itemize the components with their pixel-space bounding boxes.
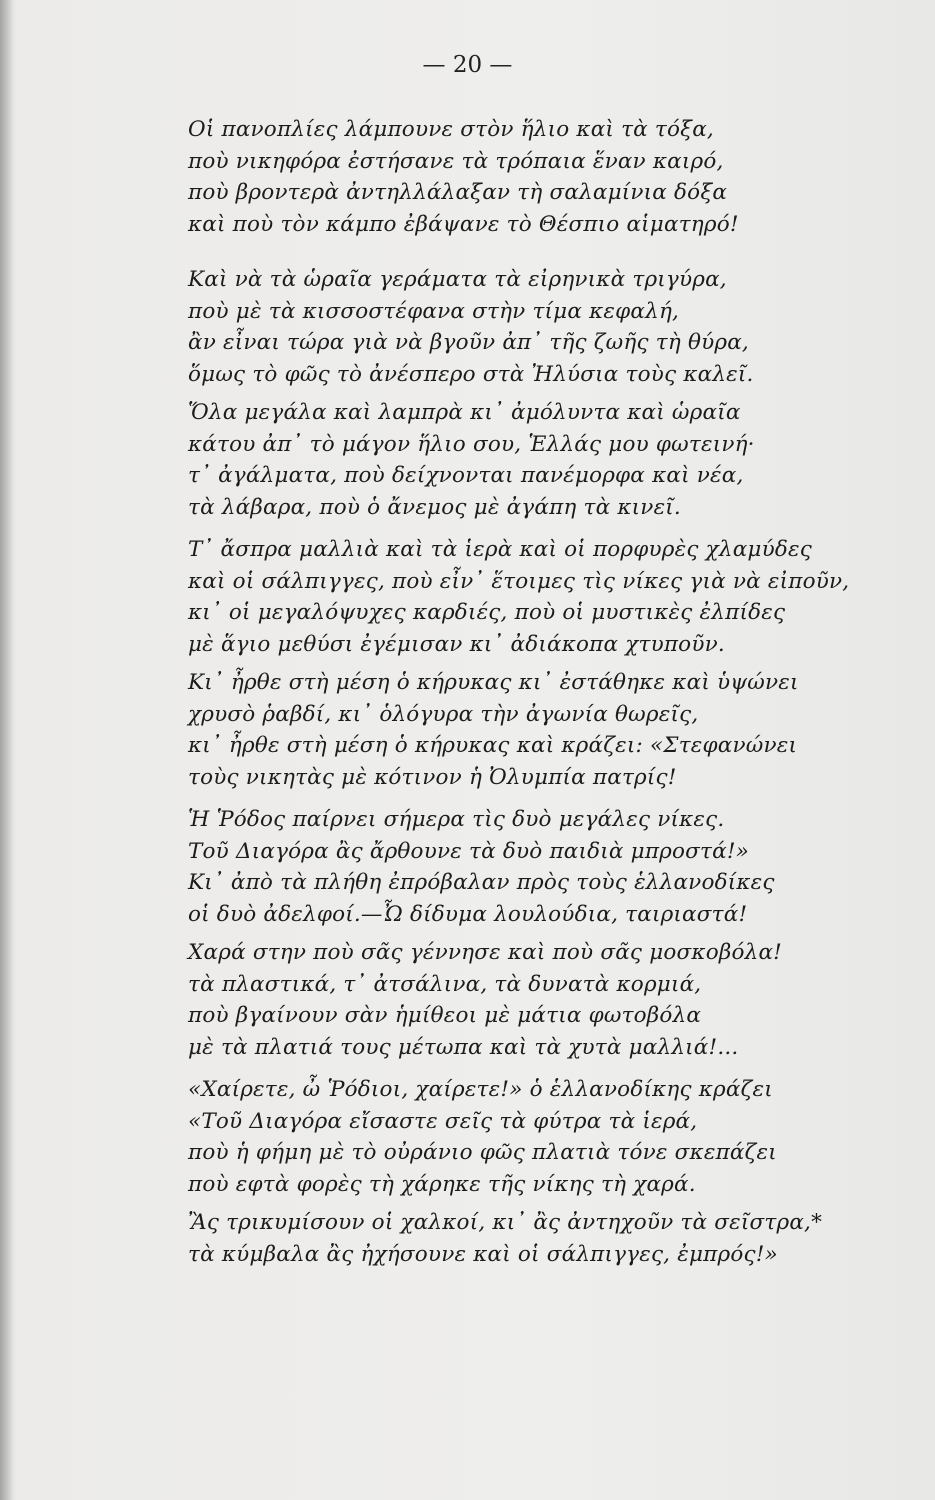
poem-line: Τ᾿ ἄσπρα μαλλιὰ καὶ τὰ ἱερὰ καὶ οἱ πορφυρὲς χλαμύδες: [188, 537, 812, 562]
poem-line: καὶ ποὺ τὸν κάμπο ἐβάψανε τὸ Θέσπιο αἱματηρό!: [188, 211, 739, 237]
stanza-3: [188, 397, 908, 523]
poem-line: μὲ ἅγιο μεθύσι ἐγέμισαν κι᾿ ἀδιάκοπα χτυποῦν.: [188, 631, 725, 657]
stanza-5: [188, 667, 908, 793]
poem-line: χρυσὸ ῥαβδί, κι᾿ ὁλόγυρα τὴν ἀγωνία θωρεῖς,: [188, 701, 699, 727]
poem-line: τὰ πλαστικά, τ᾿ ἀτσάλινα, τὰ δυνατὰ κορμιά,: [188, 971, 702, 997]
poem-line: ἂν εἶναι τώρα γιὰ νὰ βγοῦν ἀπ᾿ τῆς ζωῆς τὴ θύρα,: [188, 330, 749, 355]
poem-line: Ἂς τρικυμίσουν οἱ χαλκοί, κι᾿ ἂς ἀντηχοῦν τὰ σεῖστρα,*: [188, 1210, 823, 1235]
stanza-6: [188, 804, 908, 930]
poem-line: κι᾿ ἦρθε στὴ μέση ὁ κήρυκας καὶ κράζει: «Στεφανώνει: [188, 733, 798, 758]
poem-line: κάτου ἀπ᾿ τὸ μάγον ἥλιο σου, Ἑλλάς μου φωτεινή·: [188, 431, 755, 457]
poem-line: τ᾿ ἀγάλματα, ποὺ δείχνονται πανέμορφα καὶ νέα,: [188, 463, 744, 488]
poem-line: ποὺ βροντερὰ ἀντηλλάλαξαν τὴ σαλαμίνια δόξα: [188, 180, 728, 205]
poem-line: ποὺ νικηφόρα ἐστήσανε τὰ τρόπαια ἕναν καιρό,: [188, 148, 724, 174]
poem: [188, 114, 908, 1270]
poem-line: τὰ λάβαρα, ποὺ ὁ ἄνεμος μὲ ἀγάπη τὰ κινεῖ.: [188, 494, 681, 520]
poem-line: Τοῦ Διαγόρα ἂς ἄρθουνε τὰ δυὸ παιδιὰ μπροστά!»: [188, 838, 750, 864]
poem-line: μὲ τὰ πλατιά τους μέτωπα καὶ τὰ χυτὰ μαλλιά!...: [188, 1034, 739, 1060]
poem-line: Καὶ νὰ τὰ ὡραῖα γεράματα τὰ εἰρηνικὰ τριγύρα,: [188, 267, 727, 292]
poem-line: καὶ οἱ σάλπιγγες, ποὺ εἶν᾿ ἕτοιμες τὶς νίκες γιὰ νὰ εἰποῦν,: [188, 568, 850, 594]
binding-shadow: [0, 0, 14, 1500]
poem-line: οἱ δυὸ ἀδελφοί.—Ὦ δίδυμα λουλούδια, ταιριαστά!: [188, 901, 748, 927]
stanza-8: [188, 1074, 908, 1200]
poem-line: Κι᾿ ἦρθε στὴ μέση ὁ κήρυκας κι᾿ ἐστάθηκε καὶ ὑψώνει: [188, 670, 799, 695]
poem-line: ποὺ εφτὰ φορὲς τὴ χάρηκε τῆς νίκης τὴ χαρά.: [188, 1171, 696, 1197]
poem-line: τοὺς νικητὰς μὲ κότινον ἡ Ὀλυμπία πατρίς!: [188, 764, 677, 790]
poem-line: τὰ κύμβαλα ἂς ἠχήσουνε καὶ οἱ σάλπιγγες, ἐμπρός!»: [188, 1241, 778, 1267]
poem-line: ὅμως τὸ φῶς τὸ ἀνέσπερο στὰ Ἠλύσια τοὺς καλεῖ.: [188, 361, 754, 387]
poem-line: κι᾿ οἱ μεγαλόψυχες καρδιές, ποὺ οἱ μυστικὲς ἐλπίδες: [188, 600, 786, 625]
stanza-4: [188, 534, 908, 660]
poem-line: «Χαίρετε, ὦ Ῥόδιοι, χαίρετε!» ὁ ἑλλανοδίκης κράζει: [188, 1077, 773, 1102]
poem-line: ποὺ ἡ φήμη μὲ τὸ οὐράνιο φῶς πλατιὰ τόνε σκεπάζει: [188, 1140, 777, 1165]
stanza-7: [188, 937, 908, 1063]
poem-line: Ἡ Ῥόδος παίρνει σήμερα τὶς δυὸ μεγάλες νίκες.: [188, 807, 725, 832]
poem-line: «Τοῦ Διαγόρα εἴσαστε σεῖς τὰ φύτρα τὰ ἱερά,: [188, 1108, 698, 1134]
poem-line: ποὺ μὲ τὰ κισσοστέφανα στὴν τίμα κεφαλή,: [188, 298, 680, 324]
poem-line: ποὺ βγαίνουν σὰν ἡμίθεοι μὲ μάτια φωτοβόλα: [188, 1003, 702, 1028]
poem-line: Οἱ πανοπλίες λάμπουνε στὸν ἥλιο καὶ τὰ τόξα,: [188, 117, 714, 142]
stanza-9: [188, 1207, 908, 1270]
stanza-2: [188, 264, 908, 390]
stanza-1: [188, 114, 908, 240]
page-number: — 20 —: [422, 52, 513, 78]
poem-line: Κι᾿ ἀπὸ τὰ πλήθη ἐπρόβαλαν πρὸς τοὺς ἑλλανοδίκες: [188, 870, 775, 895]
poem-line: Χαρά στην ποὺ σᾶς γέννησε καὶ ποὺ σᾶς μοσκοβόλα!: [188, 940, 783, 965]
poem-line: Ὅλα μεγάλα καὶ λαμπρὰ κι᾿ ἀμόλυντα καὶ ὡραῖα: [188, 400, 741, 425]
